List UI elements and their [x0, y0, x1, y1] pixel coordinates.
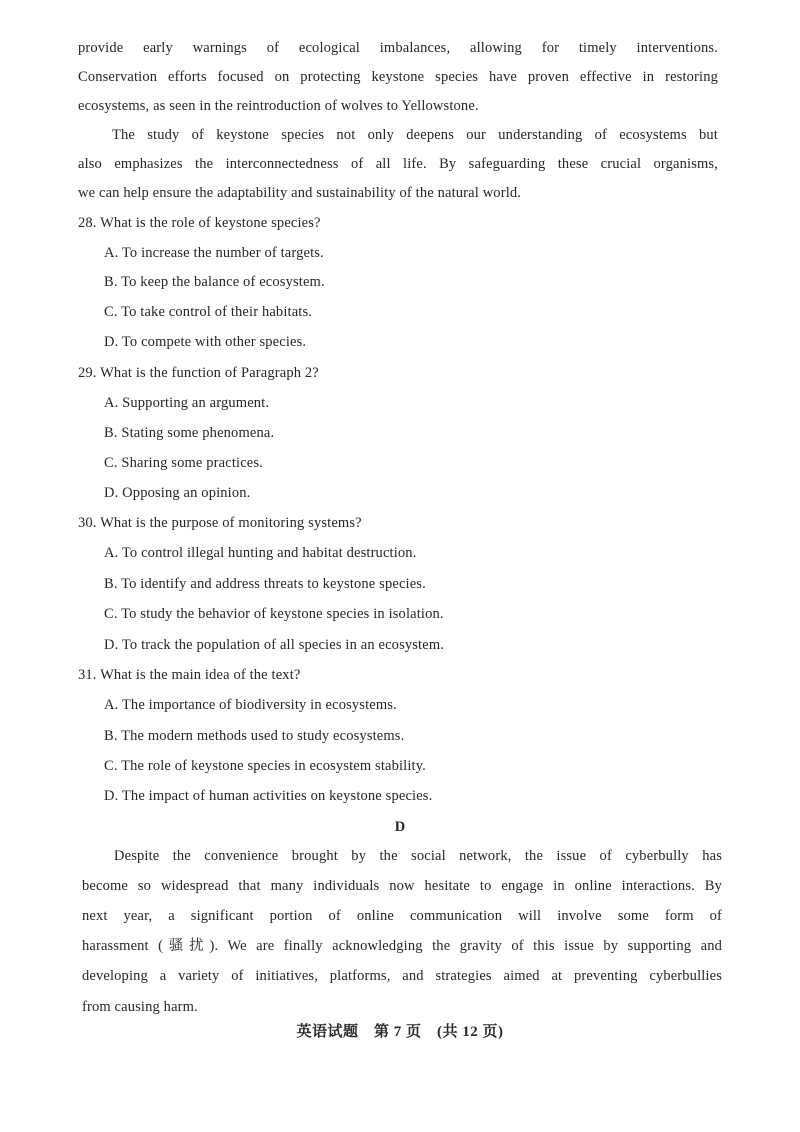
question-option: D. The impact of human activities on keystone species. — [104, 788, 433, 804]
section-d-p1-line: next year, a significant portion of online communication will involve some form of — [82, 908, 722, 924]
question-option: B. To keep the balance of ecosystem. — [104, 274, 325, 290]
question-option: A. Supporting an argument. — [104, 395, 270, 411]
question-option: D. To compete with other species. — [104, 334, 307, 350]
question-stem: 31. What is the main idea of the text? — [78, 667, 301, 683]
question-option: C. To study the behavior of keystone species in isolation. — [104, 606, 444, 622]
question-option: B. The modern methods used to study ecosystems. — [104, 728, 405, 744]
question-option: B. To identify and address threats to keystone species. — [104, 576, 426, 592]
section-d-p1-line: Despite the convenience brought by the social network, the issue of cyberbully has — [114, 848, 722, 864]
question-stem: 28. What is the role of keystone species? — [78, 215, 321, 231]
passage-c-p2-line: The study of keystone species not only deepens our understanding of ecosystems but — [112, 127, 718, 143]
section-d-p1-line: become so widespread that many individuals now hesitate to engage in online interactions. By — [82, 878, 722, 894]
section-d-p1-line: harassment (骚扰). We are finally acknowledging the gravity of this issue by supporting and — [82, 938, 722, 954]
passage-c-p2-line: also emphasizes the interconnectedness of all life. By safeguarding these crucial organisms, — [78, 156, 718, 172]
section-d-p1-line: developing a variety of initiatives, platforms, and strategies aimed at preventing cyberbullies — [82, 968, 722, 984]
question-option: C. Sharing some practices. — [104, 455, 263, 471]
question-option: A. The importance of biodiversity in ecosystems. — [104, 697, 397, 713]
passage-c-p1-line: provide early warnings of ecological imbalances, allowing for timely interventions. — [78, 40, 718, 56]
question-option: C. To take control of their habitats. — [104, 304, 313, 320]
section-heading: D — [394, 819, 406, 835]
question-option: D. Opposing an opinion. — [104, 485, 251, 501]
passage-c-p2-line: we can help ensure the adaptability and sustainability of the natural world. — [78, 185, 522, 201]
question-option: A. To control illegal hunting and habitat destruction. — [104, 545, 417, 561]
page-footer: 英语试题 第 7 页 (共 12 页) — [296, 1024, 504, 1040]
question-option: C. The role of keystone species in ecosystem stability. — [104, 758, 426, 774]
passage-c-p1-line: Conservation efforts focused on protecting keystone species have proven effective in restoring — [78, 69, 718, 85]
question-option: D. To track the population of all species in an ecosystem. — [104, 637, 445, 653]
passage-c-p1-line: ecosystems, as seen in the reintroduction of wolves to Yellowstone. — [78, 98, 479, 114]
section-d-p1-line: from causing harm. — [82, 999, 198, 1015]
question-stem: 30. What is the purpose of monitoring systems? — [78, 515, 362, 531]
question-option: A. To increase the number of targets. — [104, 245, 324, 261]
question-stem: 29. What is the function of Paragraph 2? — [78, 365, 319, 381]
question-option: B. Stating some phenomena. — [104, 425, 275, 441]
